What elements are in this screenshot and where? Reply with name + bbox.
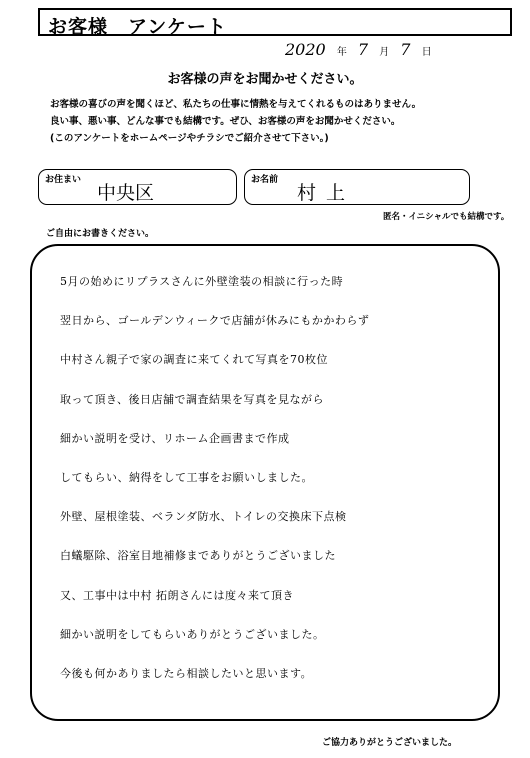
intro-line: 良い事、悪い事、どんな事でも結構です。ぜひ、お客様の声をお聞かせください。 bbox=[50, 116, 401, 127]
comment-line: 外壁、屋根塗装、ベランダ防水、トイレの交換床下点検 bbox=[60, 510, 347, 524]
name-label: お名前 bbox=[251, 175, 279, 185]
address-label: お住まい bbox=[45, 175, 82, 185]
comment-line: 白蟻駆除、浴室目地補修までありがとうございました bbox=[60, 549, 336, 563]
date-month-unit: 月 bbox=[379, 47, 390, 58]
comment-line: 5月の始めにリプラスさんに外壁塗装の相談に行った時 bbox=[60, 275, 344, 288]
date-year: 2020 bbox=[285, 40, 326, 59]
comment-line: 細かい説明をしてもらいありがとうございました。 bbox=[60, 627, 325, 641]
comment-line: 取って頂き、後日店舗で調査結果を写真を見ながら bbox=[60, 392, 325, 406]
comment-line: 又、工事中は中村 拓朗さんには度々来て頂き bbox=[60, 588, 294, 602]
address-value: 中央区 bbox=[97, 182, 155, 204]
comment-line: してもらい、納得をして工事をお願いしました。 bbox=[60, 470, 313, 484]
intro-line: (このアンケートをホームページやチラシでご紹介させて下さい。) bbox=[50, 133, 329, 144]
date-year-unit: 年 bbox=[336, 47, 347, 58]
survey-title-box bbox=[38, 8, 512, 36]
name-value: 村上 bbox=[297, 182, 356, 204]
date-line bbox=[285, 40, 438, 59]
thanks-message: ご協力ありがとうございました。 bbox=[322, 738, 458, 748]
comment-line: 今後も何かありましたら相談したいと思います。 bbox=[60, 666, 313, 680]
free-comment-label: ご自由にお書きください。 bbox=[46, 229, 155, 239]
date-day-unit: 日 bbox=[421, 47, 432, 58]
anonymous-note: 匿名・イニシャルでも結構です。 bbox=[383, 212, 510, 222]
comment-line: 翌日から、ゴールデンウィークで店舗が休みにもかかわらず bbox=[60, 314, 370, 328]
survey-title: お客様 アンケート bbox=[48, 16, 227, 38]
header-message: お客様の声をお聞かせください。 bbox=[167, 72, 363, 87]
date-month: 7 bbox=[357, 40, 369, 59]
name-field[interactable] bbox=[244, 169, 470, 205]
address-field[interactable] bbox=[38, 169, 237, 205]
intro-text bbox=[50, 96, 520, 147]
comment-line: 中村さん親子で家の調査に来てくれて写真を70枚位 bbox=[60, 353, 328, 367]
comment-line: 細かい説明を受け、リホーム企画書まで作成 bbox=[60, 431, 290, 445]
date-day: 7 bbox=[400, 40, 411, 59]
intro-line: お客様の喜びの声を聞くほど、私たちの仕事に情熱を与えてくれるものはありません。 bbox=[50, 99, 422, 110]
comment-text bbox=[60, 262, 510, 693]
